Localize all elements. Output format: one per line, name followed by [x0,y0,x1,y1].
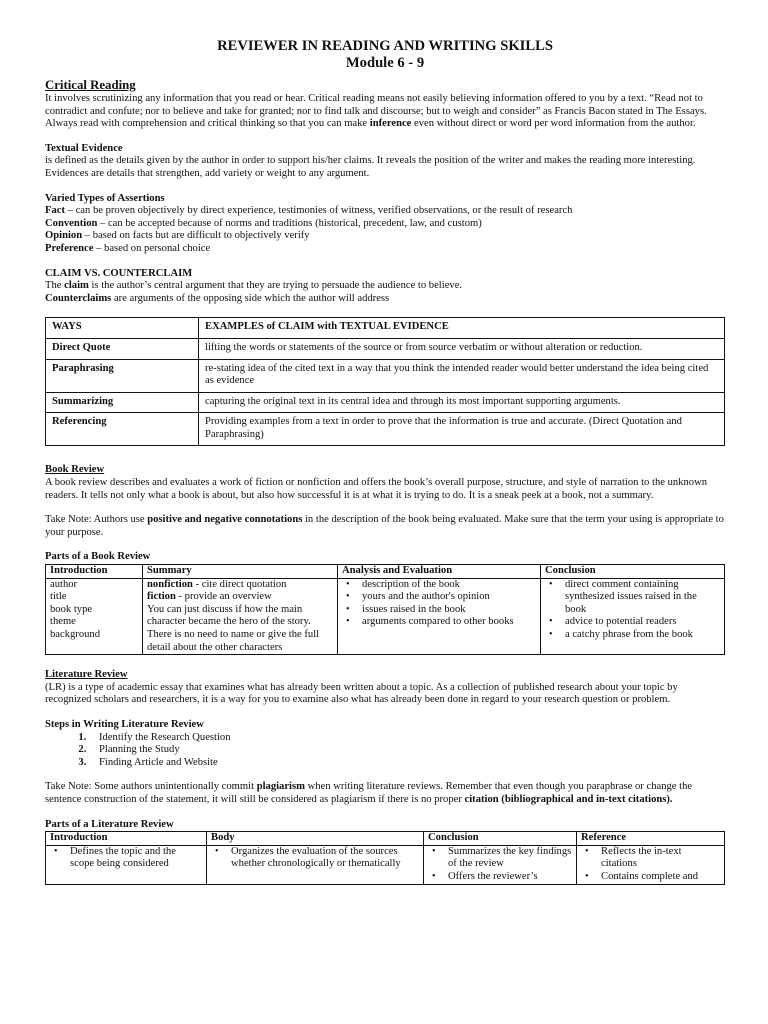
table-header-cell: Body [207,832,424,846]
table-row [46,578,725,655]
table-row [46,845,725,884]
list-item: • Reflects the in-text citations [581,846,720,871]
list-item: • advice to potential readers [545,616,720,629]
list-item: author [50,578,78,590]
table-header-cell: Summary [143,565,338,579]
ways-table [45,317,725,446]
table-cell [577,845,725,884]
parts-lr-table [45,831,725,884]
plagiarism-note: Take Note: Some authors unintentionally commit plagiarism when writing literature reviews. Remember that even though you paraphrase or change the sentence construction of the statement, it will still be considered as plagiarism if there is no proper citation (bibliographical and in-text citations). [45,781,693,805]
literature-review-text: (LR) is a type of academic essay that examines what has already been written about a topic. As a collection of published research about your topic by recognized scholars and researchers, it is a way for you to examine also what has already been done in regard to your research question or problem. [45,681,678,706]
literature-review-heading: Literature Review [45,669,128,681]
document-page [45,38,725,885]
table-cell [541,578,725,655]
list-item: theme [50,616,76,628]
list-item: • description of the book [342,579,536,592]
table-row [46,413,725,446]
assertion-item: Convention – can be accepted because of norms and traditions (historical, precedent, law, and custom) [45,217,482,229]
list-item: • Contains complete and [581,871,720,884]
table-cell: re-stating idea of the cited text in a way that you think the intended reader would better understand the idea being cited as evidence [199,359,725,392]
table-row [46,338,725,359]
inference-term: inference [369,118,412,130]
list-item: You can just discuss if how the main character became the hero of the story. There is no need to name or give the full detail about the other characters [147,603,320,653]
assertion-item: Opinion – based on facts but are difficult to objectively verify [45,230,310,242]
parts-lr-heading: Parts of a Literature Review [45,818,174,830]
table-header-cell: Introduction [46,565,143,579]
list-item: • arguments compared to other books [342,616,536,629]
claim-text: The claim is the author’s central argument that they are trying to persuade the audience to believe. [45,280,463,292]
list-item: book type [50,603,93,615]
table-cell [338,578,541,655]
list-item: 3. Finding Article and Website [89,757,725,770]
document-title: REVIEWER IN READING AND WRITING SKILLS [217,38,553,54]
list-item: • direct comment containing synthesized issues raised in the book [545,579,720,617]
table-cell: Paraphrasing [46,359,199,392]
table-cell [207,845,424,884]
book-review-note: Take Note: Authors use positive and negative connotations in the description of the book being evaluated. Make sure that the term your using is appropriate to your purpose. [45,514,724,538]
table-header-row [46,832,725,846]
table-row [46,392,725,413]
list-item: 1. Identify the Research Question [89,732,725,745]
list-item: • Defines the topic and the scope being considered [50,846,202,871]
list-item: • a catchy phrase from the book [545,629,720,642]
parts-book-review-table [45,564,725,655]
table-cell: Summarizing [46,392,199,413]
table-header-cell: Conclusion [424,832,577,846]
table-header-cell: Conclusion [541,565,725,579]
table-cell: Direct Quote [46,338,199,359]
book-review-heading: Book Review [45,464,105,476]
list-item: • Organizes the evaluation of the sources whether chronologically or thematically [211,846,419,871]
table-cell: Referencing [46,413,199,446]
list-item: nonfiction - cite direct quotation [147,578,287,590]
table-header-row [46,565,725,579]
table-cell [143,578,338,655]
assertion-item: Fact – can be proven objectively by direct experience, testimonies of witness, verified observations, or the result of research [45,205,573,217]
list-item: background [50,629,101,640]
assertions-heading: Varied Types of Assertions [45,192,165,204]
list-item: title [50,591,67,603]
table-header-cell: WAYS [46,318,199,339]
document-module: Module 6 - 9 [345,55,425,71]
table-header-cell: Introduction [46,832,207,846]
table-row [46,359,725,392]
counterclaim-text: Counterclaims are arguments of the opposing side which the author will address [45,292,390,304]
table-header-cell: Analysis and Evaluation [338,565,541,579]
book-review-text: A book review describes and evaluates a work of fiction or nonfiction and offers the book’s overall purpose, structure, and style of narration to the unknown readers. It tells not only what a book is about, but also how successful it is at what it is trying to do. It is a sneak peek at a book, not a summary. [45,477,708,501]
steps-heading: Steps in Writing Literature Review [45,718,204,730]
assertion-item: Preference – based on personal choice [45,242,211,254]
list-item: • yours and the author's opinion [342,591,536,604]
table-cell: capturing the original text in its central idea and through its most important supporting arguments. [199,392,725,413]
list-item: • issues raised in the book [342,604,536,617]
table-cell: lifting the words or statements of the source or from source verbatim or without alteration or reduction. [199,338,725,359]
critical-reading-text: It involves scrutinizing any information that you read or hear. Critical reading means not easily believing information offered to you by a text. “Read not to contradict and confute; nor to believe and take for granted; nor to find talk and discourse; but to weigh and consider” as Francis Bacon stated in The Essays. Always read with comprehension and critical thinking so that you can make inference even without direct or word per word information from the author. [45,93,707,130]
table-header-cell: Reference [577,832,725,846]
table-header-row [46,318,725,339]
parts-book-review-heading: Parts of a Book Review [45,551,151,563]
list-item: 2. Planning the Study [89,744,725,757]
steps-list [45,732,725,770]
table-cell [46,578,143,655]
list-item: • Summarizes the key findings of the review [428,846,572,871]
claim-heading: CLAIM VS. COUNTERCLAIM [45,267,193,279]
table-header-cell: EXAMPLES of CLAIM with TEXTUAL EVIDENCE [199,318,725,339]
table-cell [46,845,207,884]
critical-reading-heading: Critical Reading [45,78,136,92]
table-cell [424,845,577,884]
list-item: • Offers the reviewer’s [428,871,572,884]
list-item: fiction - provide an overview [147,591,272,603]
textual-evidence-text: is defined as the details given by the author in order to support his/her claims. It reveals the position of the writer and makes the reading more interesting. Evidences are details that strengthen, add variety or weight to any argument. [45,155,696,179]
textual-evidence-heading: Textual Evidence [45,142,123,154]
table-cell: Providing examples from a text in order to prove that the information is true and accurate. (Direct Quotation and Paraphrasing) [199,413,725,446]
